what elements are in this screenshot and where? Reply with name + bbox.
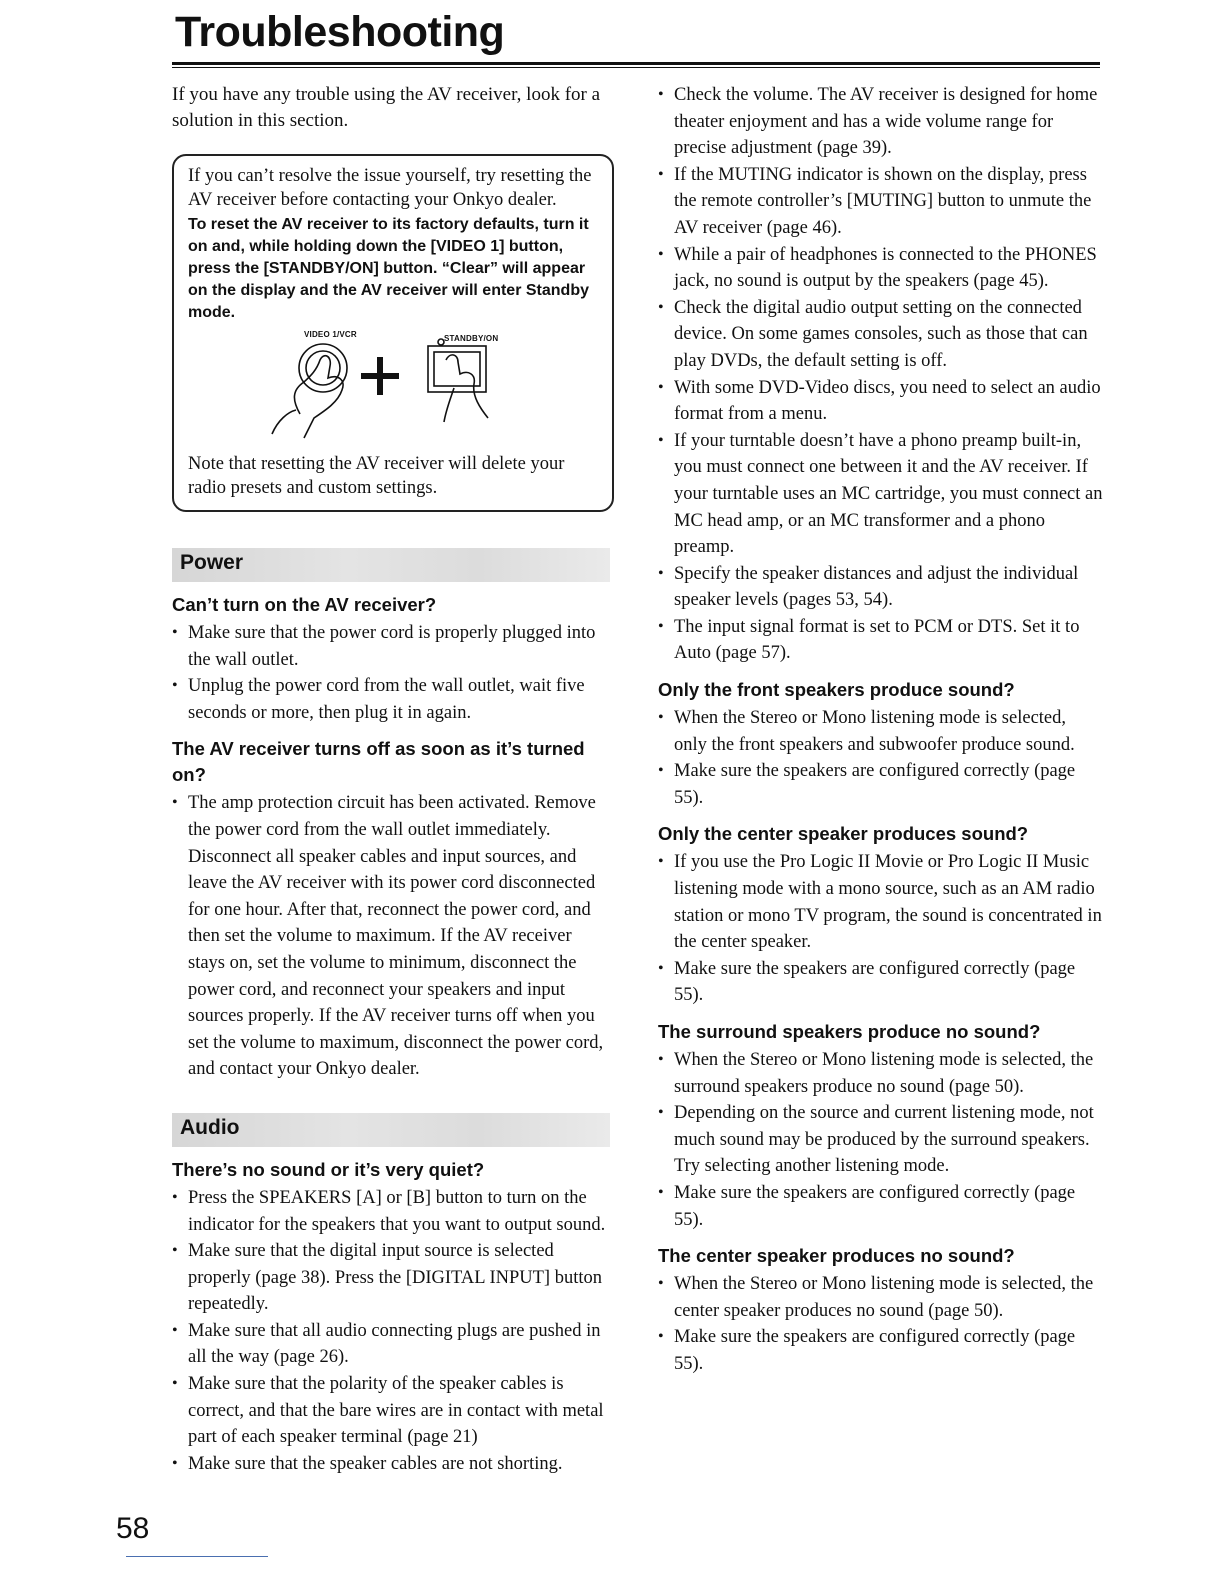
list-item: • With some DVD-Video discs, you need to select an audio format from a menu.	[658, 375, 1103, 428]
list-item: • Make sure the speakers are configured correctly (page 55).	[658, 758, 1103, 811]
reset-note-footer: Note that resetting the AV receiver will delete your radio presets and custom settings.	[188, 454, 565, 498]
question-center-no-sound: The center speaker produces no sound?	[658, 1245, 1015, 1267]
plus-icon	[364, 360, 396, 392]
answers-turns-off	[172, 790, 612, 1083]
reset-note-intro: If you can’t resolve the issue yourself, try resetting the AV receiver before contacting your Onkyo dealer.	[188, 166, 592, 210]
list-item: • When the Stereo or Mono listening mode is selected, the center speaker produces no sound (page 50).	[658, 1271, 1103, 1324]
intro-text: If you have any trouble using the AV receiver, look for a solution in this section.	[172, 84, 601, 131]
answers-center-only	[658, 849, 1103, 1009]
list-item: • Check the volume. The AV receiver is designed for home theater enjoyment and has a wide volume range for precise adjustment (page 39).	[658, 82, 1103, 162]
answers-cant-turn-on	[172, 620, 612, 726]
list-item: • If your turntable doesn’t have a phono preamp built-in, you must connect one between it and the AV receiver. If your turntable uses an MC cartridge, you must connect an MC head amp, or an MC transformer and a phono preamp.	[658, 428, 1103, 561]
list-item: • Depending on the source and current listening mode, not much sound may be produced by the surround speakers. Try selecting another listening mode.	[658, 1100, 1103, 1180]
list-item: • Check the digital audio output setting on the connected device. On some games consoles, such as those that can play DVDs, the default setting is off.	[658, 295, 1103, 375]
list-item: • When the Stereo or Mono listening mode is selected, the surround speakers produce no sound (page 50).	[658, 1047, 1103, 1100]
answers-front-speakers	[658, 705, 1103, 811]
list-item: • Make sure that the power cord is properly plugged into the wall outlet.	[172, 620, 612, 673]
standby-button-label: STANDBY/ON	[444, 334, 499, 343]
list-item: • If the MUTING indicator is shown on the display, press the remote controller’s [MUTING] button to unmute the AV receiver (page 46).	[658, 162, 1103, 242]
answers-center-no-sound	[658, 1271, 1103, 1377]
question-center-only: Only the center speaker produces sound?	[658, 823, 1029, 845]
list-item: • Make sure that all audio connecting plugs are pushed in all the way (page 26).	[172, 1318, 612, 1371]
list-item: • If you use the Pro Logic II Movie or Pro Logic II Music listening mode with a mono source, such as an AM radio station or mono TV program, the sound is concentrated in the center speaker.	[658, 849, 1103, 955]
section-power-title: Power	[180, 551, 244, 574]
section-power	[172, 548, 610, 582]
answers-surround-no-sound	[658, 1047, 1103, 1233]
list-item: • The input signal format is set to PCM or DTS. Set it to Auto (page 57).	[658, 614, 1103, 667]
list-item: • Make sure that the polarity of the speaker cables is correct, and that the bare wires are in contact with metal part of each speaker terminal (page 21)	[172, 1371, 612, 1451]
title-rule	[172, 62, 1100, 68]
list-item: • When the Stereo or Mono listening mode is selected, only the front speakers and subwoofer produce sound.	[658, 705, 1103, 758]
button-press-illustration	[188, 330, 600, 450]
question-surround-no-sound: The surround speakers produce no sound?	[658, 1021, 1041, 1042]
question-front-speakers: Only the front speakers produce sound?	[658, 679, 1015, 701]
reset-instructions: To reset the AV receiver to its factory defaults, turn it on and, while holding down the [VIDEO 1] button, press the [STANDBY/ON] button. “Clear” will appear on the display and the AV receiver will enter Standby mode.	[188, 216, 589, 321]
list-item: • Make sure that the speaker cables are not shorting.	[172, 1451, 612, 1478]
list-item: • The amp protection circuit has been activated. Remove the power cord from the wall outlet immediately. Disconnect all speaker cables and input sources, and leave the AV receiver with its power cord disconnected for one hour. After that, reconnect the power cord, and then set the volume to maximum. If the AV receiver stays on, set the volume to minimum, disconnect the power cord, and reconnect your speakers and input sources properly. If the AV receiver turns off when you set the volume to maximum, disconnect the power cord, and contact your Onkyo dealer.	[172, 790, 612, 1083]
reset-note-box	[172, 154, 614, 512]
standby-button-icon	[428, 339, 488, 422]
answers-no-sound-continued	[658, 82, 1103, 667]
page-title: Troubleshooting	[175, 8, 505, 56]
list-item: • Unplug the power cord from the wall outlet, wait five seconds or more, then plug it in again.	[172, 673, 612, 726]
list-item: • Make sure the speakers are configured correctly (page 55).	[658, 1324, 1103, 1377]
section-audio	[172, 1113, 610, 1147]
list-item: • While a pair of headphones is connected to the PHONES jack, no sound is output by the speakers (page 45).	[658, 242, 1103, 295]
question-no-sound: There’s no sound or it’s very quiet?	[172, 1158, 485, 1180]
question-turns-off: The AV receiver turns off as soon as it’s turned on?	[172, 738, 585, 786]
list-item: • Make sure the speakers are configured correctly (page 55).	[658, 956, 1103, 1009]
list-item: • Make sure the speakers are configured correctly (page 55).	[658, 1180, 1103, 1233]
video1-button-icon	[272, 344, 347, 438]
page-number: 58	[116, 1512, 150, 1545]
left-column	[172, 82, 612, 1477]
answers-no-sound	[172, 1185, 612, 1478]
list-item: • Make sure that the digital input source is selected properly (page 38). Press the [DIGITAL INPUT] button repeatedly.	[172, 1238, 612, 1318]
reset-button-figure	[188, 330, 600, 450]
section-audio-title: Audio	[180, 1115, 240, 1139]
question-cant-turn-on: Can’t turn on the AV receiver?	[172, 594, 437, 615]
list-item: • Press the SPEAKERS [A] or [B] button to turn on the indicator for the speakers that you want to output sound.	[172, 1185, 612, 1238]
list-item: • Specify the speaker distances and adjust the individual speaker levels (pages 53, 54).	[658, 561, 1103, 614]
video1-button-label: VIDEO 1/VCR	[304, 330, 357, 339]
footer-rule	[126, 1556, 268, 1557]
right-column	[658, 82, 1103, 1378]
